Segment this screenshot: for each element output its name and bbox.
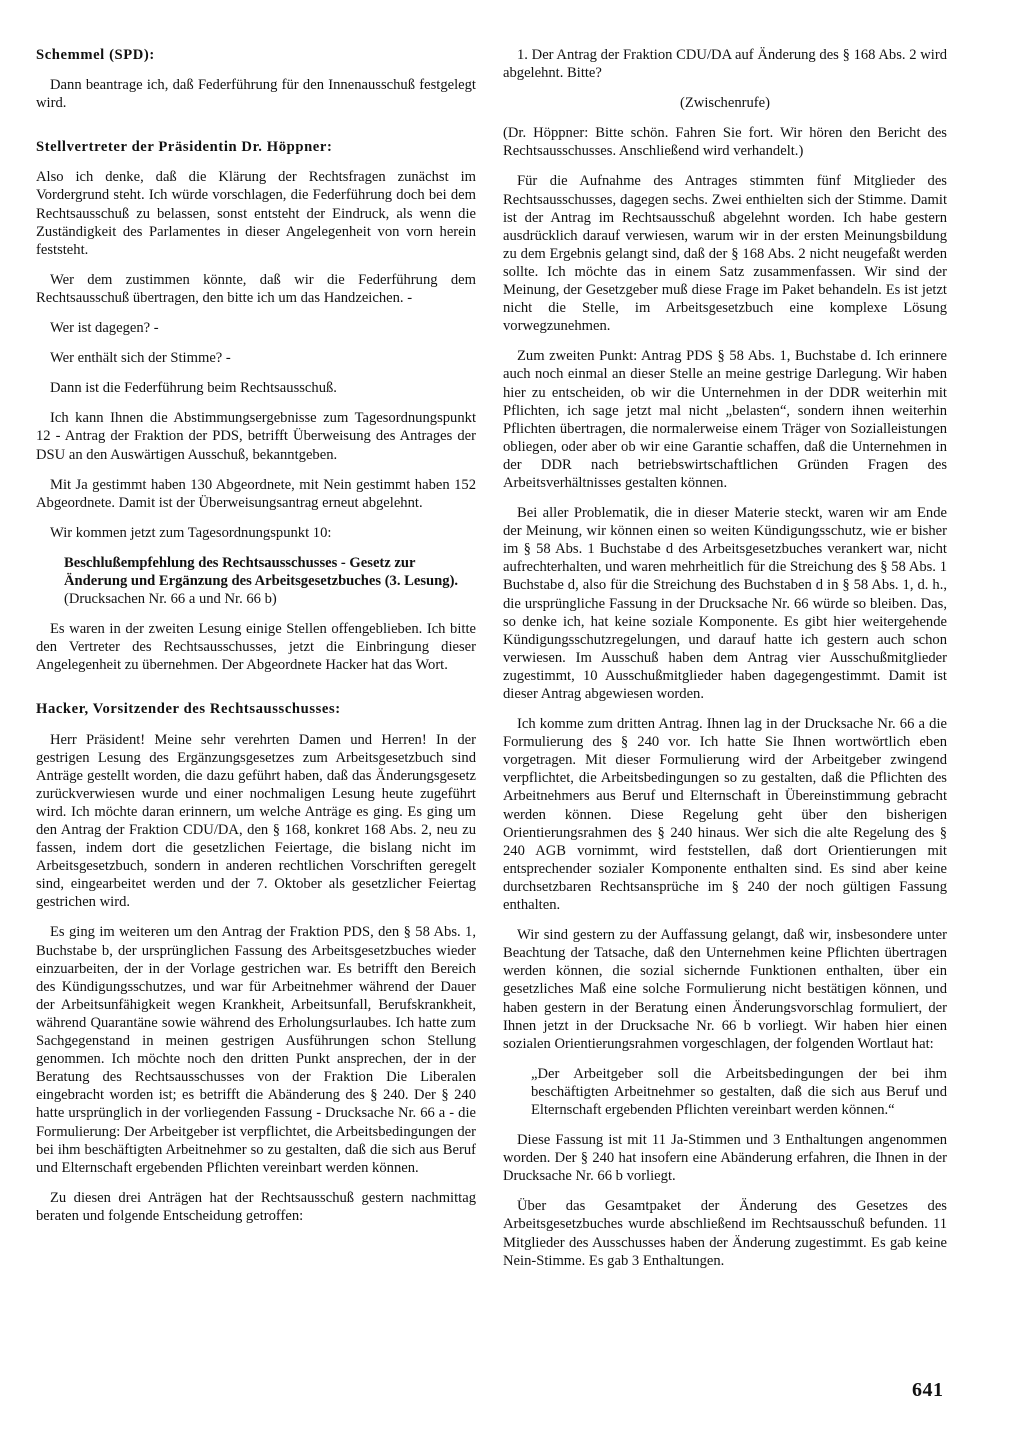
left-column (36, 46, 476, 1225)
agenda-reference: (Drucksachen Nr. 66 a und Nr. 66 b) (64, 591, 277, 608)
paragraph: 1. Der Antrag der Fraktion CDU/DA auf Änderung des § 168 Abs. 2 wird abgelehnt. Bitte? (503, 47, 947, 82)
speaker-heading: Hacker, Vorsitzender des Rechtsausschusses: (36, 701, 341, 718)
agenda-title: Beschlußempfehlung des Rechtsausschusses - Gesetz zur Änderung und Ergänzung des Arbeitsgesetzbuches (3. Lesung). (64, 554, 459, 589)
interjection: (Zwischenrufe) (680, 95, 770, 112)
speaker-heading: Schemmel (SPD): (36, 47, 155, 63)
paragraph: Ich kann Ihnen die Abstimmungsergebnisse zum Tagesordnungspunkt 12 - Antrag der Fraktion der PDS, betrifft Überweisung des Antrages der DSU an den Auswärtigen Ausschuß, bekanntgeben. (36, 410, 476, 463)
paragraph: Wir kommen jetzt zum Tagesordnungspunkt 10: (50, 524, 332, 541)
paragraph: Zum zweiten Punkt: Antrag PDS § 58 Abs. 1, Buchstabe d. Ich erinnere auch noch einmal an dieser Stelle an meine gestrige Darlegung. Wir haben hier zu entscheiden, ob wir die Unternehmen in der DDR weiterhin mit Pflichten, ich sage jetzt mal nicht „belasten“, sondern ihnen weiterhin Pflichten übertragen, die normalerweise einem Träger von Sozialleistungen obliegen, oder aber ob wir eine Garantie schaffen, daß die Unternehmen in der DDR nach betriebswirtschaftlichen Gründen Fragen des Arbeitsverhältnisses gestalten können. (503, 348, 947, 491)
page-number: 641 (912, 1379, 944, 1401)
paragraph: Wir sind gestern zu der Auffassung gelangt, daß wir, insbesondere unter Beachtung der Tatsache, daß den Unternehmen keine Pflichten übertragen werden können, die sozial sichernde Funktionen enthalten, über ein gesetzliches Maß eine solche Formulierung nicht bestätigen können, und haben gestern in der Beratung einen Änderungsvorschlag formuliert, der Ihnen jetzt in der Drucksache Nr. 66 b vorliegt. Wir haben hier einen sozialen Orientierungsrahmen vorgeschlagen, der folgenden Wortlaut hat: (503, 927, 947, 1052)
paragraph: Herr Präsident! Meine sehr verehrten Damen und Herren! In der gestrigen Lesung des Ergänzungsgesetzes zum Arbeitsgesetzbuch sind Anträge gestellt worden, die dazu geführt haben, daß das Änderungsgesetz zurückverwiesen wurde und einer nochmaligen Lesung heute zugeführt wird. Ich möchte daran erinnern, um welche Anträge es ging. Es ging um den Antrag der Fraktion CDU/DA, den § 168, konkret 168 Abs. 2, neu zu fassen, indem dort die gesetzlichen Feiertage, die bislang nicht im Arbeitsgesetzbuch, sondern in anderen rechtlichen Vorschriften geregelt sind, eingearbeitet werden und der 7. Oktober als gesetzlicher Feiertag gestrichen wird. (36, 731, 476, 911)
paragraph: Für die Aufnahme des Antrages stimmten fünf Mitglieder des Rechtsausschusses, dagegen sechs. Zwei enthielten sich der Stimme. Damit ist der Antrag im Rechtsausschuß abgelehnt worden. Ich habe gestern ausdrücklich darauf verwiesen, warum wir in der ersten Meinungsbildung zu dem Ergebnis gelangt sind, daß der § 168 Abs. 2 nicht neugefaßt werden sollte. Ich möchte das in einem Satz zusammenfassen. Wir sind der Meinung, der Gesetzgeber muß diese Frage im Paket behandeln. Es ist jetzt nicht die Stelle, im Arbeitsgesetzbuch eine komplexe Lösung vorwegzunehmen. (503, 173, 947, 335)
paragraph: Ich komme zum dritten Antrag. Ihnen lag in der Drucksache Nr. 66 a die Formulierung des § 240 vor. Ich hatte Sie Ihnen wortwörtlich eben vorgetragen. Mit dieser Formulierung wird der Arbeitgeber zwingend verpflichtet, die Arbeitsbedingungen so zu gestalten, daß die Pflichten des Arbeitnehmers aus Beruf und Elternschaft in Übereinstimmung gebracht werden können. Diese Regelung geht über den bisherigen Orientierungsrahmen des § 240 hinaus. Wer sich die alte Regelung des § 240 AGB vornimmt, wird feststellen, daß dort Orientierungen mit entsprechender sozialer Komponente enthalten sind. Es sind aber keine durchsetzbaren Rechtsansprüche im § 240 der noch gültigen Fassung enthalten. (503, 716, 947, 914)
agenda-item (64, 554, 476, 608)
paragraph: Dann ist die Federführung beim Rechtsausschuß. (50, 380, 337, 397)
paragraph: Wer enthält sich der Stimme? - (50, 350, 231, 367)
paragraph: Wer ist dagegen? - (50, 320, 159, 337)
paragraph: Bei aller Problematik, die in dieser Materie steckt, waren wir am Ende der Meinung, wir können einen so weiten Kündigungsschutz, wie er bisher im § 58 Abs. 1 Buchstabe d des Arbeitsgesetzbuches verankert war, nicht aufrechterhalten, und waren mehrheitlich für die Streichung des § 58 Abs. 1 Buchstabe d, also für die Streichung des Buchstaben d in § 58 Abs. 1, d. h., die ursprüngliche Fassung in der Drucksache Nr. 66 würde so bleiben. Das, so denke ich, hat keine soziale Komponente. Es gibt hier weitergehende Kündigungsschutzregelungen, und darauf hatte ich gestern auch schon verwiesen. Im Ausschuß haben dem Antrag vier Ausschußmitglieder zugestimmt, 10 Ausschußmitglieder haben dagegengestimmt. Damit ist dieser Antrag abgewiesen worden. (503, 505, 947, 702)
quotation: „Der Arbeitgeber soll die Arbeitsbedingungen der bei ihm beschäftigten Arbeitnehmer so gestalten, daß die sich aus Beruf und Elternschaft ergebenden Pflichten vereinbart werden können.“ (531, 1065, 947, 1118)
paragraph: Mit Ja gestimmt haben 130 Abgeordnete, mit Nein gestimmt haben 152 Abgeordnete. Damit ist der Überweisungsantrag erneut abgelehnt. (36, 476, 476, 511)
paragraph: Es waren in der zweiten Lesung einige Stellen offengeblieben. Ich bitte den Vertreter des Rechtsausschusses, jetzt die Einbringung dieser Angelegenheit zu übernehmen. Der Abgeordnete Hacker hat das Wort. (36, 621, 476, 674)
speaker-heading: Stellvertreter der Präsidentin Dr. Höppner: (36, 139, 333, 156)
right-column (503, 46, 947, 1270)
paragraph: Also ich denke, daß die Klärung der Rechtsfragen zunächst im Vordergrund steht. Ich würde vorschlagen, die Federführung doch bei dem Rechtsausschuß zu belassen, sonst entsteht der Eindruck, als wenn die Zuständigkeit des Parlamentes in dieser Angelegenheit von vorn herein feststeht. (36, 169, 476, 258)
paragraph: Über das Gesamtpaket der Änderung des Gesetzes des Arbeitsgesetzbuches wurde abschließend im Rechtsausschuß befunden. 11 Mitglieder des Ausschusses haben der Änderung zugestimmt. Es gab keine Nein-Stimme. Es gab 3 Enthaltungen. (503, 1198, 947, 1269)
paragraph: Dann beantrage ich, daß Federführung für den Innenausschuß festgelegt wird. (36, 77, 476, 112)
paragraph: Wer dem zustimmen könnte, daß wir die Federführung dem Rechtsausschuß übertragen, den bitte ich um das Handzeichen. - (36, 271, 476, 306)
paragraph: Zu diesen drei Anträgen hat der Rechtsausschuß gestern nachmittag beraten und folgende Entscheidung getroffen: (36, 1189, 476, 1224)
paragraph: (Dr. Höppner: Bitte schön. Fahren Sie fort. Wir hören den Bericht des Rechtsausschusses. Anschließend wird verhandelt.) (503, 125, 947, 160)
paragraph: Diese Fassung ist mit 11 Ja-Stimmen und 3 Enthaltungen angenommen worden. Der § 240 hat insofern eine Abänderung erfahren, die Ihnen in der Drucksache Nr. 66 b vorliegt. (503, 1132, 947, 1185)
paragraph: Es ging im weiteren um den Antrag der Fraktion PDS, den § 58 Abs. 1, Buchstabe b, der ursprünglichen Fassung des Arbeitsgesetzbuches wieder einzuarbeiten, der in der Vorlage gestrichen war. Es betrifft den Bereich des Kündigungsschutzes, und war für Arbeitnehmer während der Dauer der Arbeitsunfähigkeit wegen Krankheit, Arbeitsunfall, Berufskrankheit, während Quarantäne sowie während des Erholungsurlaubes. Ich hatte zum Sachgegenstand in meinen gestrigen Ausführungen schon Stellung genommen. Ich möchte noch den dritten Punkt ansprechen, der in der Beratung des Rechtsausschusses von der Fraktion Die Liberalen eingebracht worden ist; es betrifft die Abänderung des § 240. Der § 240 hatte ursprünglich in der vorliegenden Fassung - Drucksache Nr. 66 a - die Formulierung: Der Arbeitgeber ist verpflichtet, die Arbeitsbedingungen der bei ihm beschäftigten Arbeitnehmer so zu gestalten, daß die sich aus Beruf und Elternschaft ergebenden Pflichten vereinbart werden können. (36, 924, 476, 1176)
